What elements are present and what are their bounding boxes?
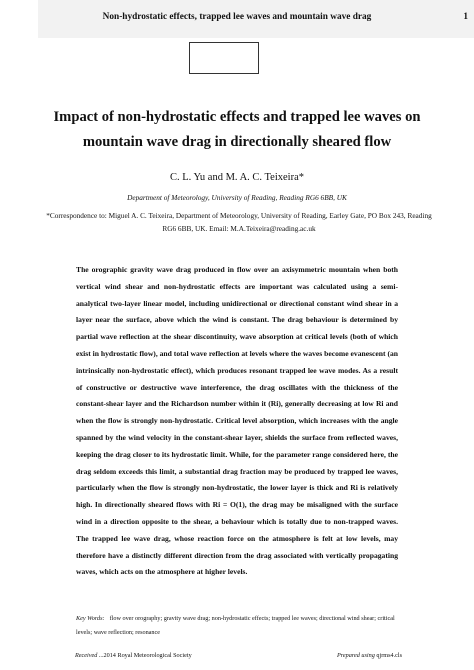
authors: C. L. Yu and M. A. C. Teixeira* [169,172,304,183]
correspondence-line-1: *Correspondence to: Miguel A. C. Teixeira, Department of Meteorology, University of Reading, Earley Gate, PO Box 243, Reading [46,211,432,220]
paper-title [40,105,434,155]
page-number: 1 [463,12,468,22]
footer-received: Received [75,652,98,659]
title-line-2: mountain wave drag in directionally sheared flow [82,134,392,150]
keywords-label: Key Words: [76,615,105,622]
keywords [76,612,400,639]
footer-prepared-label: Prepared using [336,652,375,659]
footer-left [75,652,192,659]
keywords-text: flow over orography; gravity wave drag; non-hydrostatic effects; trapped lee waves; directional wind shear; critical levels; wave reflection; resonance [76,615,395,636]
journal-logo-placeholder [189,42,259,74]
abstract-text: The orographic gravity wave drag produced in flow over an axisymmetric mountain when both vertical wind shear and non-hydrostatic effects are important was calculated using a semi-analytical two-layer linear model, including unidirectional or directional constant wind shear in a layer near the surface, above which the wind is constant. The drag behaviour is determined by partial wave reflection at the shear discontinuity, wave absorption at critical levels (both of which exist in hydrostatic flow), and total wave reflection at levels where the waves become evanescent (an intrinsically non-hydrostatic effect), which produces resonant trapped lee wave modes. As a result of constructive or destructive wave interference, the drag oscillates with the thickness of the constant-shear layer and the Richardson number within it (Ri), generally decreasing at low Ri and when the flow is strongly non-hydrostatic. Critical level absorption, which increases with the angle spanned by the wind velocity in the constant-shear layer, shields the surface from reflected waves, keeping the drag closer to its hydrostatic limit. While, for the parameter range considered here, the drag seldom exceeds this limit, a substantial drag fraction may be produced by trapped lee waves, particularly when the flow is strongly non-hydrostatic, the lower layer is thick and Ri is relatively high. In directionally sheared flows with Ri = O(1), the drag may be misaligned with the surface wind in a direction opposite to the shear, a behaviour which is totally due to non-trapped waves. The trapped lee wave drag, whose reaction force on the atmosphere is felt at low levels, may therefore have a distinctly different direction from the drag associated with vertically propagating waves, which acts on the atmosphere at higher levels. [76,265,398,577]
abstract [76,262,398,581]
footer-prepared-file: qjrms4.cls [376,652,402,659]
affiliation: Department of Meteorology, University of Reading, Reading RG6 6BB, UK [127,193,347,202]
correspondence [40,210,438,235]
title-line-1: Impact of non-hydrostatic effects and trapped lee waves on [53,109,421,125]
correspondence-line-2: RG6 6BB, UK. Email: M.A.Teixeira@reading.ac.uk [162,223,316,233]
footer-copyright: ...2014 Royal Meteorological Society [98,652,192,659]
running-title: Non-hydrostatic effects, trapped lee waves and mountain wave drag [102,12,372,22]
footer-right [337,652,402,659]
